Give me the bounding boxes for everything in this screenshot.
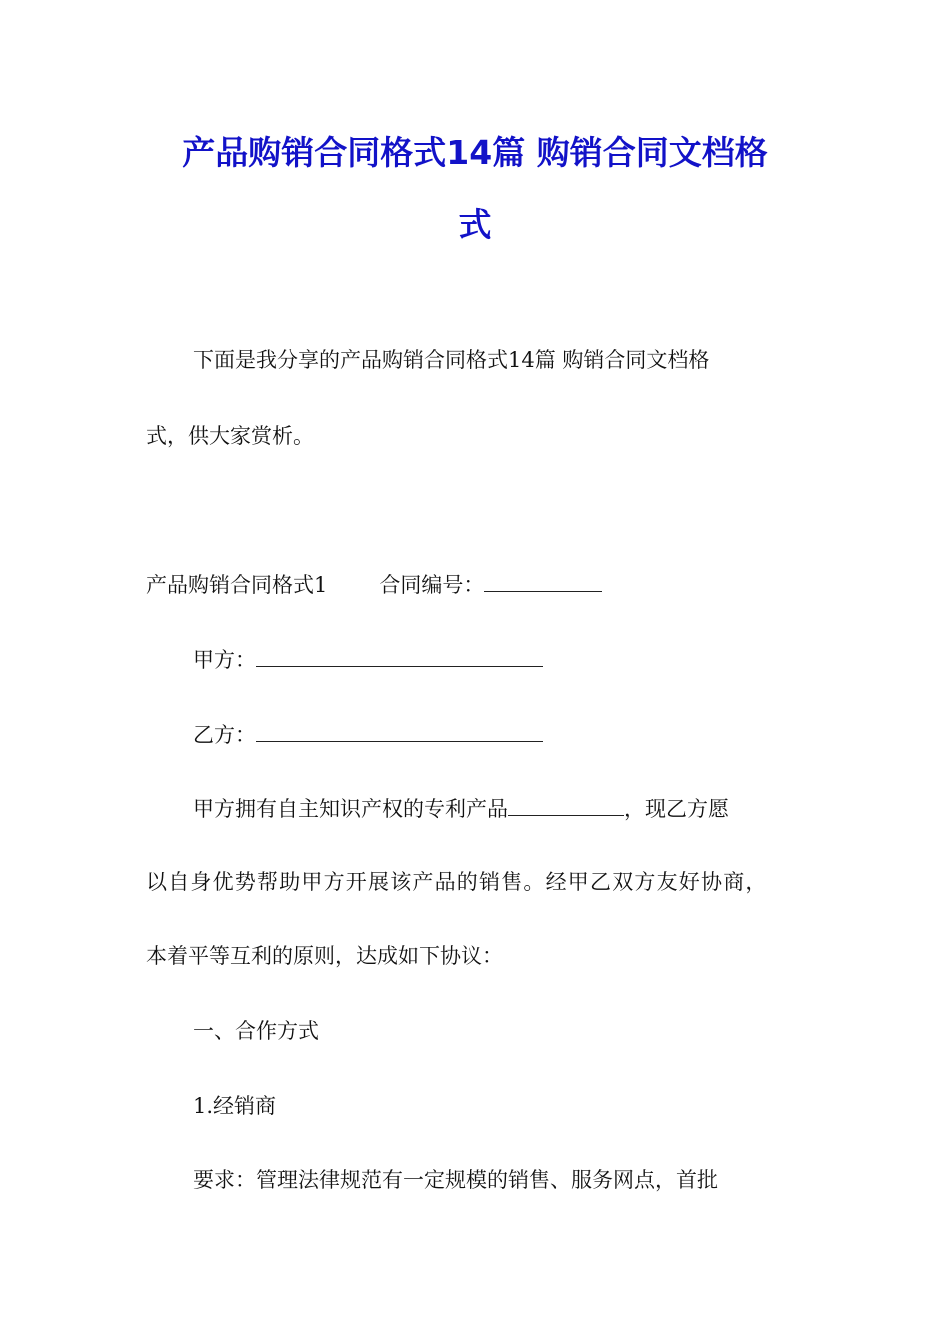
party-a-blank <box>256 644 543 667</box>
party-b-blank <box>256 719 543 742</box>
party-b-row <box>193 719 543 750</box>
section-heading-row <box>146 569 602 600</box>
paragraph-1-line-1 <box>193 793 729 824</box>
clause-1-item-1: 1.经销商 <box>193 1094 277 1118</box>
paragraph-1-line-3: 本着平等互利的原则，达成如下协议： <box>146 944 503 968</box>
document-title-line-2: 式 <box>458 205 492 244</box>
contract-number-blank <box>484 569 602 592</box>
document-title-line-1: 产品购销合同格式14篇 购销合同文档格 <box>182 133 768 172</box>
contract-number-label: 合同编号： <box>379 573 485 597</box>
party-b-label: 乙方： <box>193 723 256 747</box>
paragraph-1-line-1-part-1: 甲方拥有自主知识产权的专利产品 <box>193 797 508 821</box>
paragraph-1-line-1-part-2: ，现乙方愿 <box>624 797 729 821</box>
intro-line-2: 式，供大家赏析。 <box>146 424 314 448</box>
party-a-label: 甲方： <box>193 648 256 672</box>
paragraph-1-line-2: 以自身优势帮助甲方开展该产品的销售。经甲乙双方友好协商， <box>146 870 768 894</box>
section-heading: 产品购销合同格式1 <box>146 573 328 597</box>
intro-line-1: 下面是我分享的产品购销合同格式14篇 购销合同文档格 <box>193 348 710 372</box>
requirement-line: 要求：管理法律规范有一定规模的销售、服务网点，首批 <box>193 1168 718 1192</box>
party-a-row <box>193 644 543 675</box>
clause-1-heading: 一、合作方式 <box>193 1019 319 1043</box>
product-name-blank <box>508 793 624 816</box>
